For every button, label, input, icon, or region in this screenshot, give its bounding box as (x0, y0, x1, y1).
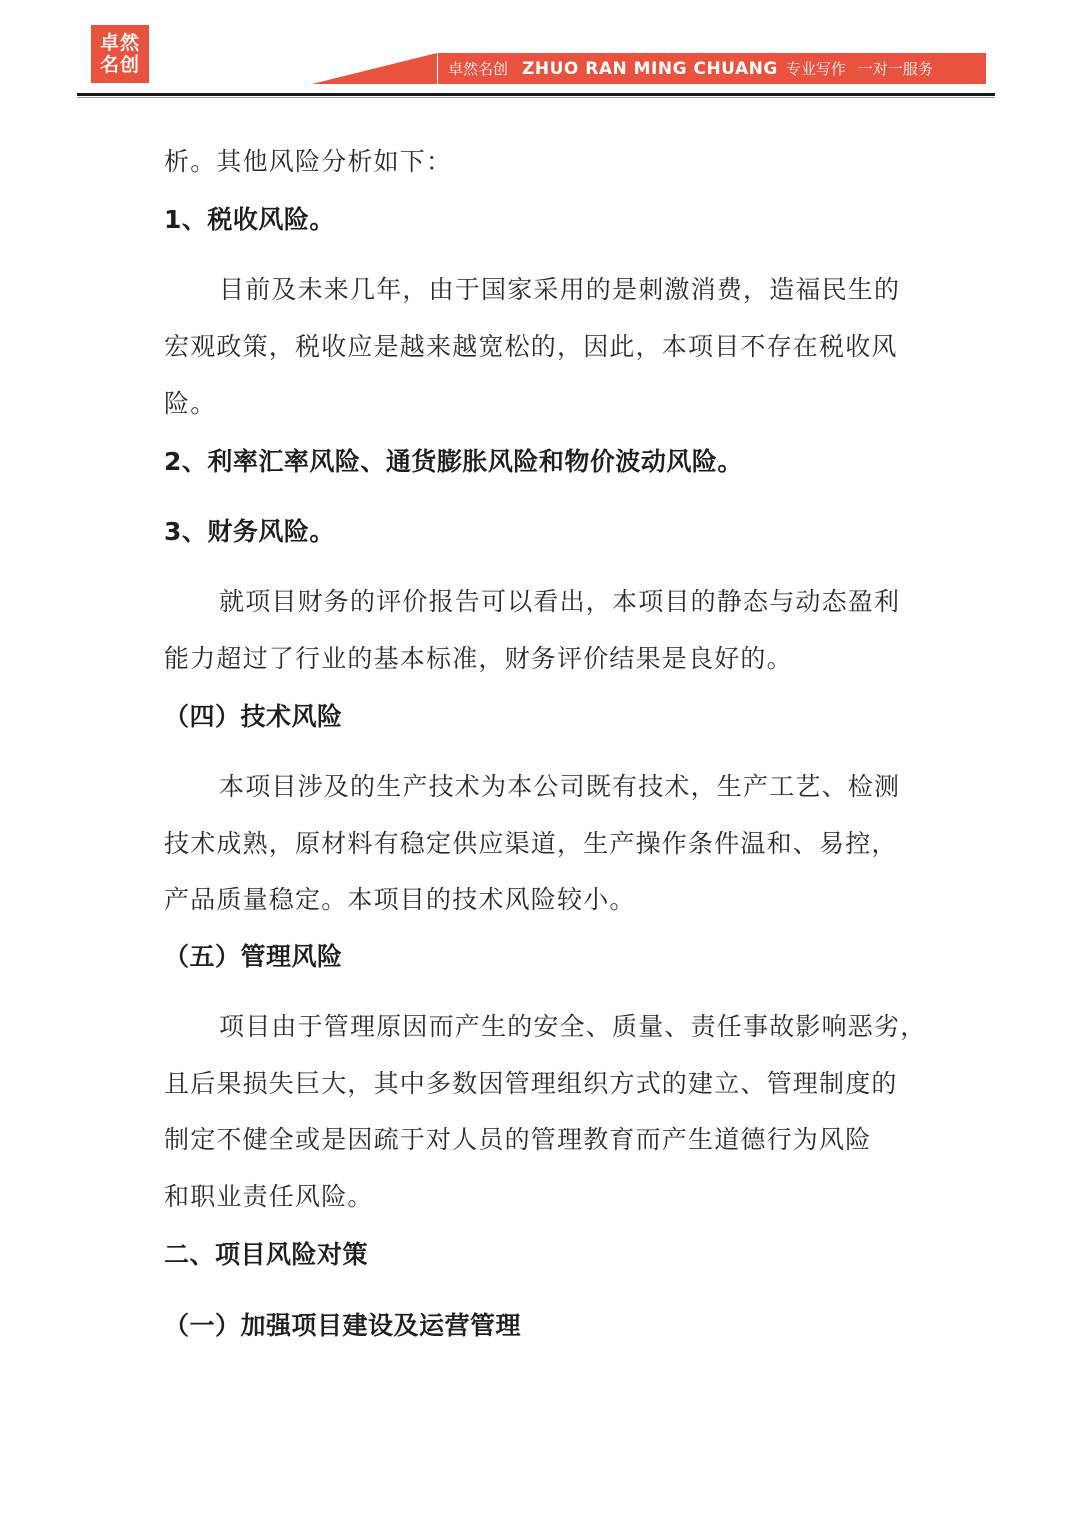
brand-logo (91, 25, 149, 83)
paragraph-line: 就项目财务的评价报告可以看出，本项目的静态与动态盈利 (219, 587, 901, 616)
chapter-heading-risk-countermeasures: 二、项目风险对策 (164, 1240, 369, 1269)
paragraph-line: 技术成熟，原材料有稳定供应渠道，生产操作条件温和、易控， (164, 829, 898, 858)
header-banner (438, 53, 986, 84)
section-heading-mgmt-risk: （五）管理风险 (164, 942, 343, 971)
paragraph-line: 产品质量稳定。本项目的技术风险较小。 (164, 885, 636, 914)
paragraph-line: 析。其他风险分析如下： (164, 147, 453, 176)
paragraph-line: 险。 (164, 389, 217, 418)
banner-wedge-shape (312, 53, 437, 84)
logo-line-1: 卓然 (99, 32, 140, 54)
section-heading-tax-risk: 1、税收风险。 (164, 205, 335, 234)
paragraph-line: 能力超过了行业的基本标准，财务评价结果是良好的。 (164, 644, 793, 673)
paragraph-line: 项目由于管理原因而产生的安全、质量、责任事故影响恶劣， (219, 1012, 927, 1041)
header-divider-thin (77, 97, 995, 98)
section-heading-strengthen-management: （一）加强项目建设及运营管理 (164, 1311, 522, 1340)
section-heading-tech-risk: （四）技术风险 (164, 702, 343, 731)
banner-cn-brand: 卓然名创 (448, 60, 509, 78)
paragraph-line: 本项目涉及的生产技术为本公司既有技术，生产工艺、检测 (219, 772, 901, 801)
paragraph-line: 宏观政策，税收应是越来越宽松的，因此，本项目不存在税收风 (164, 332, 898, 361)
paragraph-line: 和职业责任风险。 (164, 1182, 374, 1211)
paragraph-line: 制定不健全或是因疏于对人员的管理教育而产生道德行为风险 (164, 1125, 872, 1154)
banner-en-brand: ZHUO RAN MING CHUANG (522, 58, 778, 79)
paragraph-line: 且后果损失巨大，其中多数因管理组织方式的建立、管理制度的 (164, 1069, 898, 1098)
header-divider (77, 93, 995, 96)
banner-tagline-2: 一对一服务 (857, 60, 933, 78)
section-heading-rate-risk: 2、利率汇率风险、通货膨胀风险和物价波动风险。 (164, 447, 743, 476)
section-heading-financial-risk: 3、财务风险。 (164, 517, 335, 546)
logo-line-2: 名创 (99, 54, 140, 76)
paragraph-line: 目前及未来几年，由于国家采用的是刺激消费，造福民生的 (219, 275, 901, 304)
banner-tagline-1: 专业写作 (785, 60, 846, 78)
